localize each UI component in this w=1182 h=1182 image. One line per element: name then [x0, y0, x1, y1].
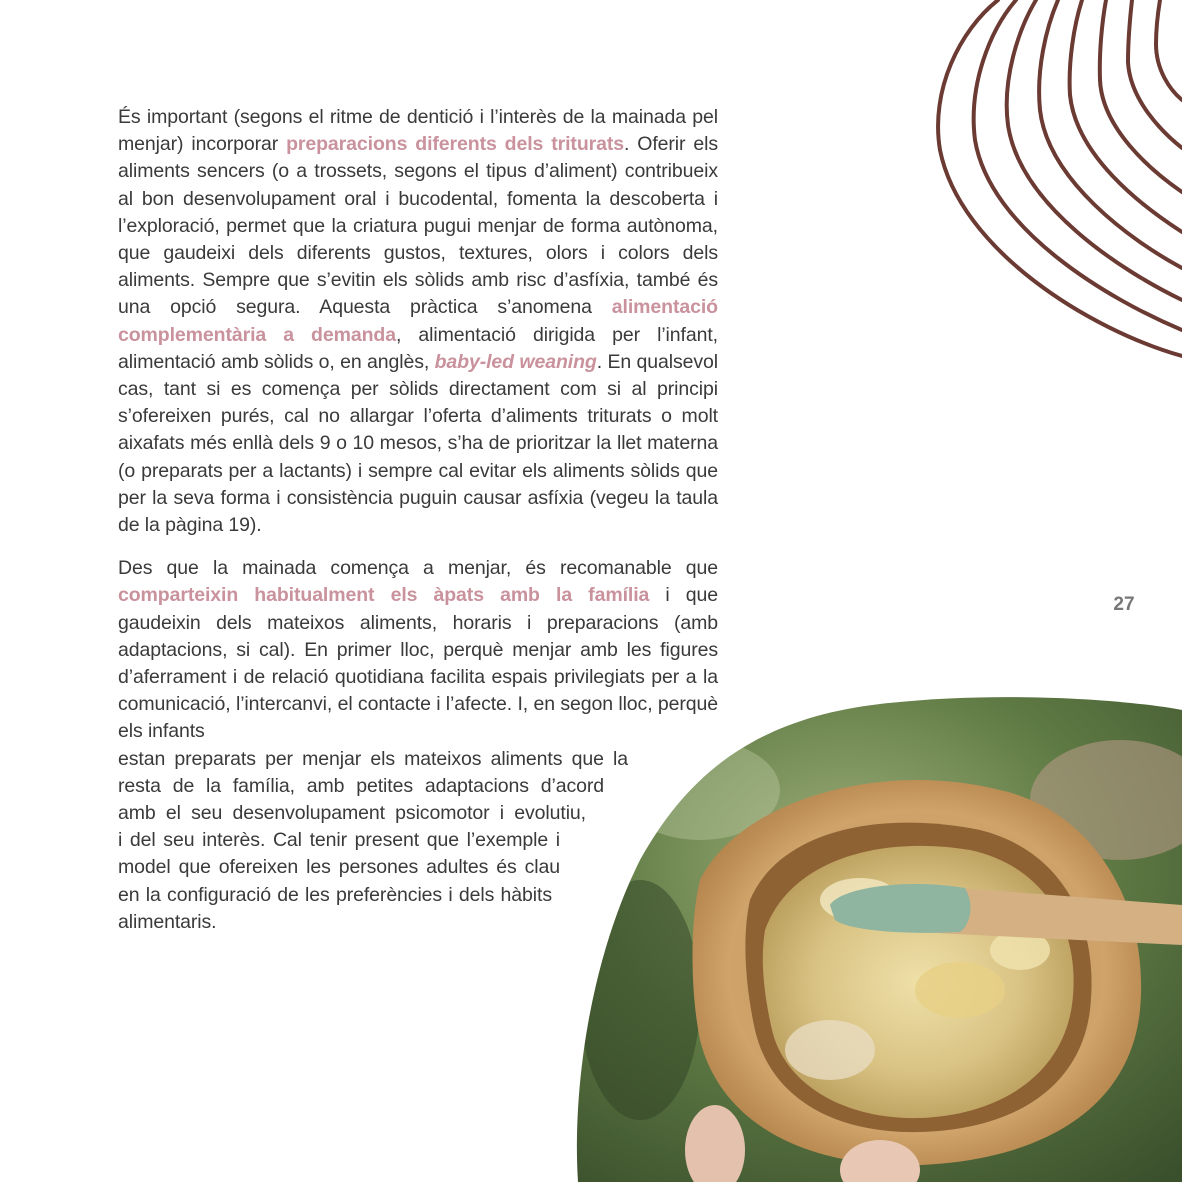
highlight-comparteixin: comparteixin habitualment els àpats amb la família — [118, 584, 650, 607]
highlight-baby-led-weaning: baby-led weaning — [434, 350, 597, 373]
highlight-preparacions: preparacions diferents dels triturats — [286, 133, 625, 156]
page-number: 27 — [1113, 594, 1135, 615]
paragraph-1 — [118, 104, 718, 539]
text-line: model que ofereixen les persones adultes és clau — [118, 856, 560, 879]
text-span: i que gaudeixin dels mateixos aliments, horaris i preparacions (amb adaptacions, si cal). En primer lloc, perquè menjar amb les figures d’aferrament i de relació quotidiana facilita espais privilegiats per a la comunicació, l’intercanvi, el contacte i l’afecte. I, en segon lloc, perquè els infants — [118, 584, 718, 743]
highlight-alimentacio-complementaria: alimentació complementària a demanda — [118, 296, 718, 346]
text-line: amb el seu desenvolupament psicomotor i evolutiu, — [118, 802, 586, 825]
text-span: . En qualsevol cas, tant si es comença per sòlids directament com si al principi s’ofereixen purés, cal no allargar l’oferta d’aliments triturats o molt aixafats més enllà dels 9 o 10 mesos, s’ha de prioritzar la llet materna (o preparats per a lactants) i sempre cal evitar els aliments sòlids que per la seva forma i consistència puguin causar asfíxia (vegeu la taula de la pàgina 19). — [118, 350, 718, 537]
body-text — [118, 104, 718, 952]
text-span: . Oferir els aliments sencers (o a trossets, segons el tipus d’aliment) contribueix al bon desenvolupament oral i bucodental, fomenta la descoberta i l’exploració, permet que la criatura pugui menjar de forma autònoma, que gaudeixi dels diferents gustos, textures, olors i colors dels aliments. Sempre que s’evitin els sòlids amb risc d’asfíxia, també és una opció segura. Aquesta pràctica s’anomena — [118, 133, 718, 319]
text-span: És important (segons el ritme de dentició i l’interès de la mainada pel menjar) incorporar — [118, 106, 718, 156]
text-line: resta de la família, amb petites adaptacions d’acord — [118, 774, 604, 797]
text-span: Des que la mainada comença a menjar, és recomanable que — [118, 557, 718, 580]
text-line: en la configuració de les preferències i dels hàbits — [118, 883, 552, 906]
text-line: alimentaris. — [118, 910, 217, 933]
text-span: , alimentació dirigida per l’infant, alimentació amb sòlids o, en anglès, — [118, 323, 718, 373]
text-line: i del seu interès. Cal tenir present que l’exemple i — [118, 829, 560, 852]
paragraph-2 — [118, 555, 718, 936]
text-line: estan preparats per menjar els mateixos aliments que la — [118, 747, 628, 770]
